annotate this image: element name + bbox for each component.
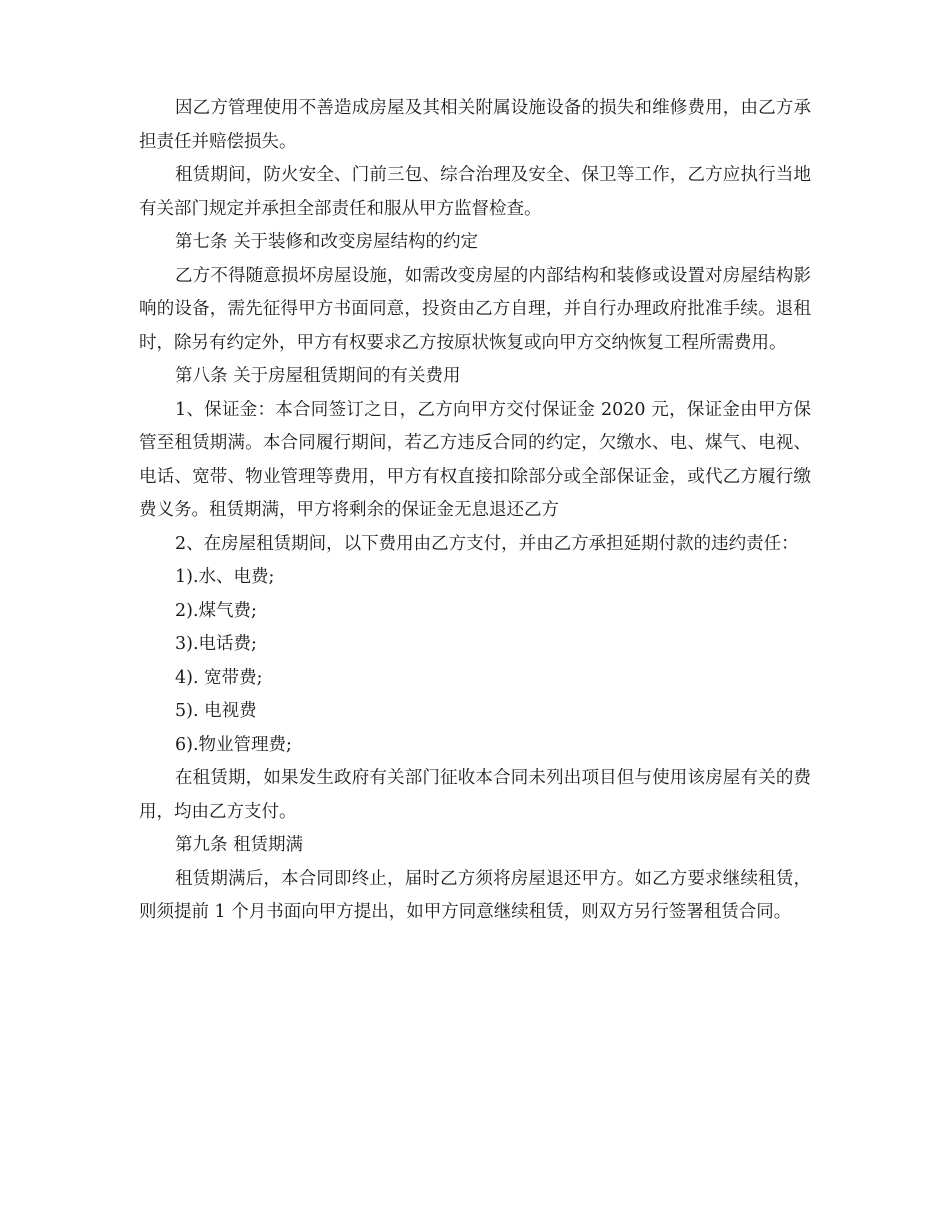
fee-item-property-management: 6).物业管理费; xyxy=(175,734,292,755)
fee-item-tv: 5). 电视费 xyxy=(175,701,257,721)
document-body xyxy=(139,92,811,930)
article-7-heading: 第七条 关于装修和改变房屋结构的约定 xyxy=(175,232,479,252)
paragraph-renovation-rules: 乙方不得随意损坏房屋设施，如需改变房屋的内部结构和装修或设置对房屋结构影响的设备，需先征得甲方书面同意，投资由乙方自理，并自行办理政府批准手续。退租时，除另有约定外，甲方有权要求乙方按原状恢复或向甲方交纳恢复工程所需费用。 xyxy=(139,265,811,353)
fee-item-telephone: 3).电话费; xyxy=(175,634,257,654)
article-9-heading: 第九条 租赁期满 xyxy=(175,835,304,855)
paragraph-fees-intro: 2、在房屋租赁期间，以下费用由乙方支付，并由乙方承担延期付款的违约责任： xyxy=(175,533,799,554)
paragraph-damage-liability: 因乙方管理使用不善造成房屋及其相关附属设施设备的损失和维修费用，由乙方承担责任并赔偿损失。 xyxy=(139,98,811,152)
fee-item-broadband: 4). 宽带费; xyxy=(175,667,263,688)
fee-item-gas: 2).煤气费; xyxy=(175,600,257,621)
paragraph-other-fees: 在租赁期，如果发生政府有关部门征收本合同未列出项目但与使用该房屋有关的费用，均由乙方支付。 xyxy=(139,768,811,822)
paragraph-lease-expiry: 租赁期满后，本合同即终止，届时乙方须将房屋退还甲方。如乙方要求继续租赁，则须提前 1 个月书面向甲方提出，如甲方同意继续租赁，则双方另行签署租赁合同。 xyxy=(139,868,811,922)
paragraph-safety-duties: 租赁期间，防火安全、门前三包、综合治理及安全、保卫等工作，乙方应执行当地有关部门规定并承担全部责任和服从甲方监督检查。 xyxy=(139,165,811,219)
paragraph-deposit: 1、保证金：本合同签订之日，乙方向甲方交付保证金 2020 元，保证金由甲方保管至租赁期满。本合同履行期间，若乙方违反合同的约定，欠缴水、电、煤气、电视、电话、宽带、物业管理等费用，甲方有权直接扣除部分或全部保证金，或代乙方履行缴费义务。租赁期满，甲方将剩余的保证金无息退还乙方 xyxy=(139,399,811,520)
article-8-heading: 第八条 关于房屋租赁期间的有关费用 xyxy=(175,366,461,386)
fee-item-water-electricity: 1).水、电费; xyxy=(175,567,275,587)
